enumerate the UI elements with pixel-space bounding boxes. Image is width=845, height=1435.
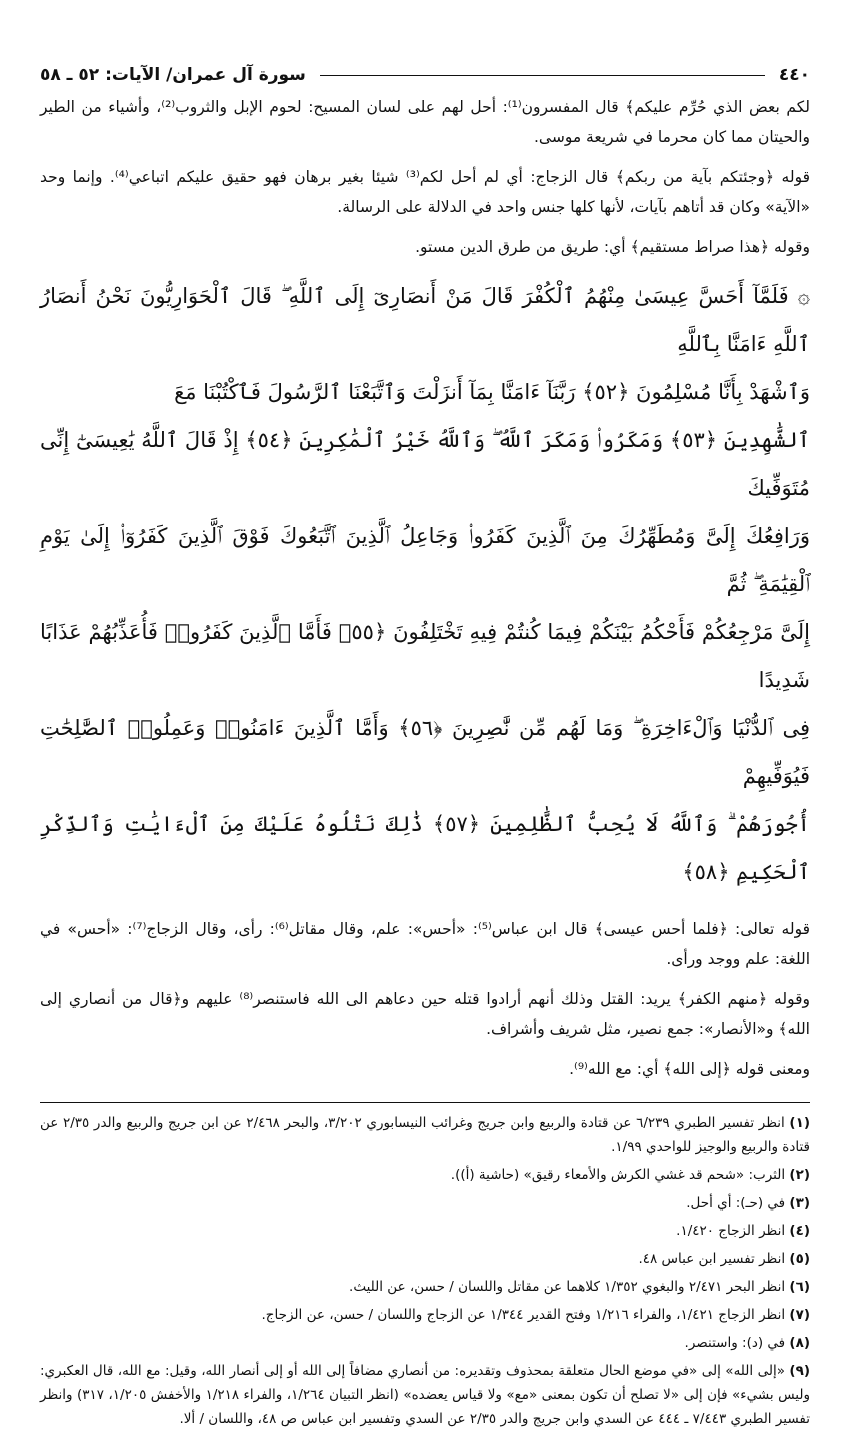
page-header: [40, 60, 810, 90]
footnote: [40, 1191, 810, 1215]
footnote-text: انظر الزجاج ١/٤٢١، والفراء ١/٢١٦ وفتح القدير ١/٣٤٤ عن الزجاج واللسان / حسن، عن الزجاج.: [261, 1307, 786, 1323]
footnote-divider: [40, 1102, 810, 1103]
quran-line: وَٱشْهَدْ بِأَنَّا مُسْلِمُونَ ﴿٥٢﴾ رَبَّنَآ ءَامَنَّا بِمَآ أَنزَلْتَ وَٱتَّبَعْنَا ٱلرَّسُولَ فَٱكْتُبْنَا مَعَ: [174, 380, 810, 404]
quran-line: وَرَافِعُكَ إِلَىَّ وَمُطَهِّرُكَ مِنَ ٱلَّذِينَ كَفَرُوا۟ وَجَاعِلُ ٱلَّذِينَ ٱتَّبَعُوكَ فَوْقَ ٱلَّذِينَ كَفَرُوٓا۟ إِلَىٰ يَوْمِ ٱلْقِيَٰمَةِ ۖ ثُمَّ: [40, 524, 810, 596]
footnote-text: انظر الزجاج ١/٤٢٠.: [676, 1223, 786, 1239]
footnote-number: (٨): [789, 1335, 810, 1351]
footnote-number: (٢): [789, 1167, 810, 1183]
footnote-number: (٣): [789, 1195, 810, 1211]
footnote-text: انظر تفسير الطبري ٦/٢٣٩ عن قتادة والربيع وابن جريج وغرائب النيسابوري ٣/٢٠٢، والبحر ٢/٤٦٨ عن ابن جريج والربيع والدر ٢/٣٥ عن قتادة والربيع والوجيز للواحدي ١/٩٩.: [40, 1115, 810, 1155]
commentary-paragraph: قوله تعالى: ﴿فلما أحس عيسى﴾ قال ابن عباس⁽⁵⁾: «أحس»: علم، وقال مقاتل⁽⁶⁾: رأى، وقال الزجاج⁽⁷⁾: «أحس» في اللغة: علم ووجد ورأى.: [40, 920, 810, 968]
footnote: [40, 1275, 810, 1299]
footnote-number: (٧): [789, 1307, 810, 1323]
commentary-paragraph: قوله ﴿وجئتكم بآية من ربكم﴾ قال الزجاج: أي لم أحل لكم⁽³⁾ شيئا بغير برهان فهو حقيق عليكم اتباعي⁽⁴⁾. وإنما وحد «الآية» وكان قد أتاهم بآيات، لأنها كلها جنس واحد في الدلالة على الرسالة.: [40, 168, 810, 216]
footnote-text: انظر البحر ٢/٤٧١ والبغوي ١/٣٥٢ كلاهما عن مقاتل واللسان / حسن، عن الليث.: [349, 1279, 786, 1295]
footnotes: [40, 1111, 810, 1431]
footnote: [40, 1303, 810, 1327]
footnote-number: (١): [789, 1115, 811, 1131]
commentary-paragraph: وقوله ﴿منهم الكفر﴾ يريد: القتل وذلك أنهم أرادوا قتله حين دعاهم الى الله فاستنصر⁽⁸⁾ عليهم و﴿قال من أنصاري إلى الله﴾ و«الأنصار»: جمع نصير، مثل شريف وأشراف.: [40, 990, 810, 1038]
footnote: [40, 1359, 810, 1431]
footnote-number: (٥): [789, 1251, 810, 1267]
footnote-number: (٩): [789, 1363, 811, 1379]
footnote-text: انظر تفسير ابن عباس ٤٨.: [638, 1251, 786, 1267]
commentary-paragraph: وقوله ﴿هذا صراط مستقيم﴾ أي: طريق من طرق الدين مستو.: [415, 238, 810, 256]
footnote-text: في (د): واستنصر.: [684, 1335, 786, 1351]
quran-line: إِلَىَّ مَرْجِعُكُمْ فَأَحْكُمُ بَيْنَكُمْ فِيمَا كُنتُمْ فِيهِ تَخْتَلِفُونَ ﴿٥٥﴾ فَأَمَّا ٱلَّذِينَ كَفَرُوا۟ فَأُعَذِّبُهُمْ عَذَابًا شَدِيدًا: [40, 620, 811, 692]
footnote-number: (٦): [789, 1279, 810, 1295]
footnote: [40, 1247, 810, 1271]
footnote-number: (٤): [789, 1223, 810, 1239]
footnote-text: «إلى الله» إلى «في موضع الحال متعلقة بمحذوف وتقديره: من أنصاري مضافاً إلى الله أو إلى أنصار الله، وقيل: مع الله، قال العكبري: وليس بشيء» فإن إلى «لا تصلح أن تكون بمعنى «مع» ولا قياس يعضده» (انظر التبيان ١/٢٦٤، والفراء ١/٢١٨ والأخفش ١/٢٠٥، ٣١٧) وانظر تفسير الطبري ٧/٤٤٣ ـ ٤٤٤ عن السدي وابن جريج والدر ٢/٣٥ عن السدي وتفسير ابن عباس ص ٤٨، واللسان / ألا.: [40, 1363, 811, 1427]
quran-line: أُجُورَهُمْ ۗ وَٱللَّهُ لَا يُحِبُّ ٱلظَّٰلِمِينَ ﴿٥٧﴾ ذَٰلِكَ نَتْلُوهُ عَلَيْكَ مِنَ ٱلْءَايَٰتِ وَٱلذِّكْرِ ٱلْحَكِيمِ ﴿٥٨﴾: [40, 812, 810, 884]
page-number: ٤٤٠: [778, 65, 810, 85]
quran-line: فِى ٱلدُّنْيَا وَٱلْءَاخِرَةِ ۖ وَمَا لَهُم مِّن نَّٰصِرِينَ ﴿٥٦﴾ وَأَمَّا ٱلَّذِينَ ءَامَنُوا۟ وَعَمِلُوا۟ ٱلصَّٰلِحَٰتِ فَيُوَفِّيهِمْ: [40, 716, 810, 788]
quran-verses: [40, 272, 810, 896]
quran-line: ۞ فَلَمَّآ أَحَسَّ عِيسَىٰ مِنْهُمُ ٱلْكُفْرَ قَالَ مَنْ أَنصَارِىٓ إِلَى ٱللَّهِ ۖ قَالَ ٱلْحَوَارِيُّونَ نَحْنُ أَنصَارُ ٱللَّهِ ءَامَنَّا بِٱللَّهِ: [40, 284, 810, 356]
footnote-text: الثرب: «شحم قد غشي الكرش والأمعاء رقيق» (حاشية (أ)).: [450, 1167, 786, 1183]
footnote: [40, 1331, 810, 1355]
quran-line: ٱلشَّٰهِدِينَ ﴿٥٣﴾ وَمَكَرُوا۟ وَمَكَرَ ٱللَّهُ ۖ وَٱللَّهُ خَيْرُ ٱلْمَٰكِرِينَ ﴿٥٤﴾ إِذْ قَالَ ٱللَّهُ يَٰعِيسَىٰٓ إِنِّى مُتَوَفِّيكَ: [40, 428, 810, 500]
footnote: [40, 1219, 810, 1243]
page-title: سورة آل عمران/ الآيات: ٥٢ ـ ٥٨: [40, 65, 306, 85]
footnote: [40, 1111, 810, 1159]
commentary-bottom: [40, 914, 810, 1084]
footnote-text: في (حـ): أي أحل.: [686, 1195, 786, 1211]
footnote: [40, 1163, 810, 1187]
commentary-paragraph: لكم بعض الذي حُرِّم عليكم﴾ قال المفسرون⁽¹⁾: أحل لهم على لسان المسيح: لحوم الإبل والثروب⁽²⁾، وأشياء من الطير والحيتان مما كان محرما في شريعة موسى.: [40, 98, 810, 146]
commentary-paragraph: ومعنى قوله ﴿إلى الله﴾ أي: مع الله⁽⁹⁾.: [569, 1060, 810, 1078]
commentary-top: [40, 92, 810, 262]
header-rule: [320, 75, 765, 76]
page: [40, 60, 810, 1435]
